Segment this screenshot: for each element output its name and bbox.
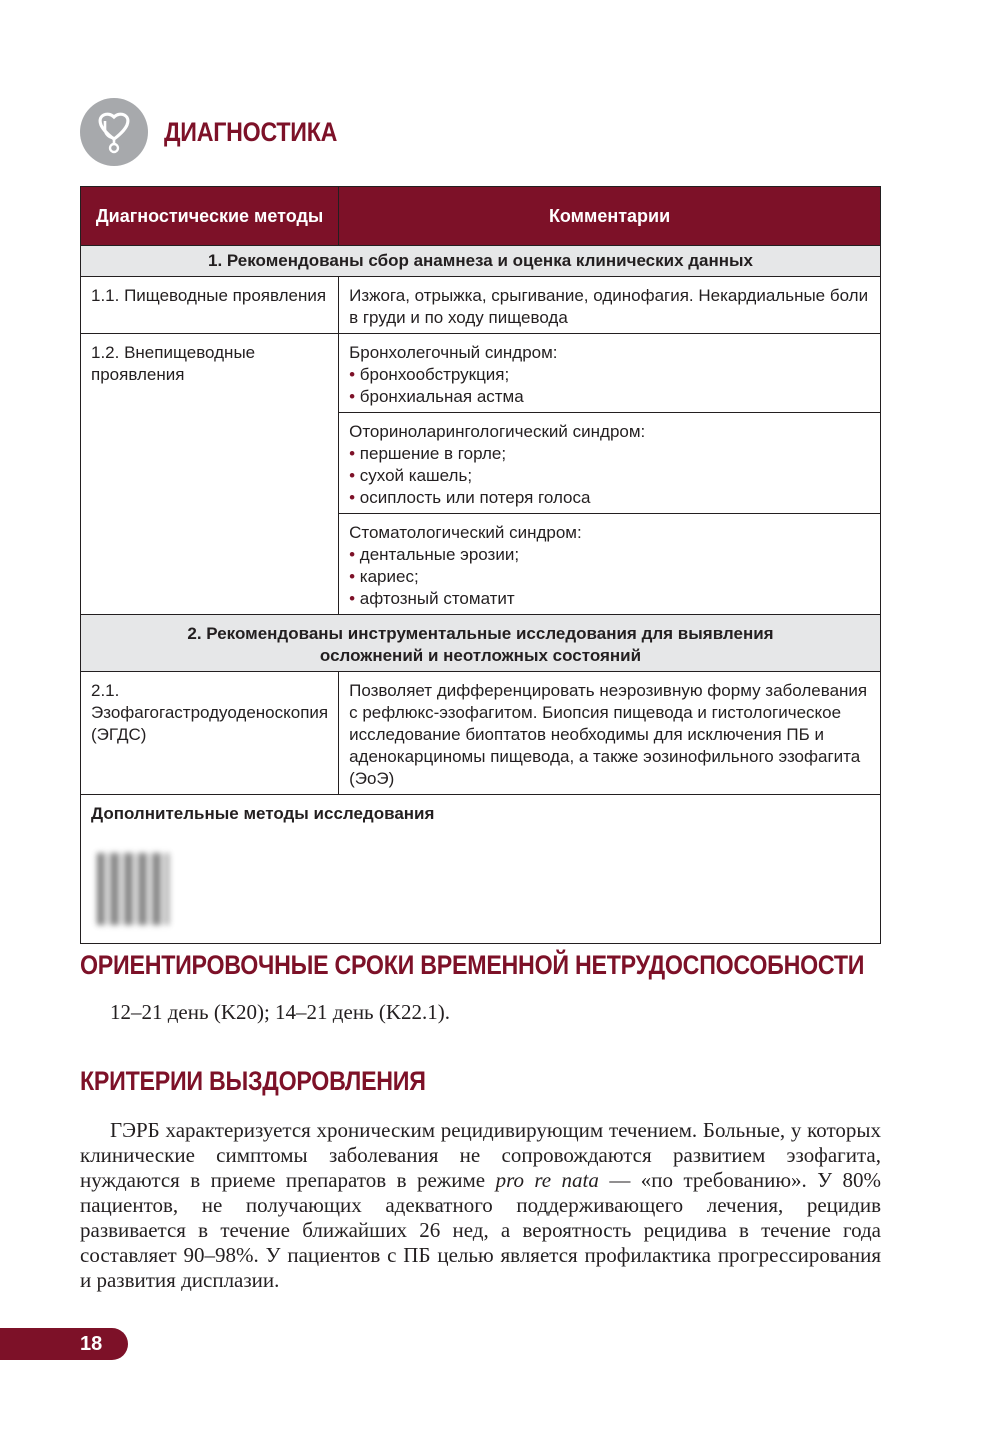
list-item: • бронхиальная астма <box>349 387 524 406</box>
recovery-heading: КРИТЕРИИ ВЫЗДОРОВЛЕНИЯ <box>80 1066 426 1096</box>
disability-text: 12–21 день (K20); 14–21 день (K22.1). <box>110 1000 451 1024</box>
diagnostics-heading <box>80 98 365 166</box>
page-number: 18 <box>0 1328 128 1360</box>
disability-text-block <box>80 1000 881 1025</box>
disability-heading: ОРИЕНТИРОВОЧНЫЕ СРОКИ ВРЕМЕННОЙ НЕТРУДОСПОСОБНОСТИ <box>80 950 865 980</box>
table-row <box>81 277 881 334</box>
group-row <box>81 246 881 277</box>
list-item: • осиплость или потеря голоса <box>349 488 591 507</box>
group-1-title: 1. Рекомендованы сбор анамнеза и оценка клинических данных <box>81 246 881 277</box>
comment-cell <box>339 413 881 514</box>
list-item: • сухой кашель; <box>349 466 473 485</box>
table-row <box>81 334 881 413</box>
additional-methods-cell <box>81 795 881 944</box>
recovery-paragraph: ГЭРБ характеризуется хроническим рецидивирующим течением. Больные, у которых клинические симптомы заболевания не сопровождаются развитием эзофагита, нуждаются в приеме препаратов в режиме pro re nata — «по требованию». У 80% пациентов, не получающих адекватного поддерживающего лечения, рецидив развивается в течение ближайших 26 нед, а вероятность рецидива в течение года составляет 90–98%. У пациентов с ПБ целью является профилактика прогрессирования и развития дисплазии. <box>80 1118 881 1292</box>
page-title: ДИАГНОСТИКА <box>164 116 338 147</box>
list-item: • афтозный стоматит <box>349 589 515 608</box>
method-cell: 1.1. Пищеводные проявления <box>81 277 339 334</box>
stethoscope-icon <box>80 98 148 166</box>
qr-code-icon[interactable] <box>97 853 169 925</box>
comment-cell: Изжога, отрыжка, срыгивание, одинофагия. Некардиальные боли в груди и по ходу пищевода <box>339 277 881 334</box>
list-item: • кариес; <box>349 567 419 586</box>
list-item: • бронхообструкция; <box>349 365 510 384</box>
syndrome-title: Стоматологический синдром: <box>349 523 582 542</box>
comment-cell <box>339 514 881 615</box>
header-comments: Комментарии <box>339 187 881 246</box>
italic-term: pro re nata <box>495 1168 599 1192</box>
recovery-text-block <box>80 1118 881 1293</box>
method-cell: 1.2. Внепищеводные проявления <box>81 334 339 615</box>
table-row <box>81 795 881 944</box>
header-methods: Диагностические методы <box>81 187 339 246</box>
syndrome-title: Бронхолегочный синдром: <box>349 343 558 362</box>
syndrome-title: Оториноларингологический синдром: <box>349 422 646 441</box>
method-cell: 2.1. Эзофагогастродуоденоскопия (ЭГДС) <box>81 672 339 795</box>
additional-methods-label: Дополнительные методы исследования <box>91 804 435 823</box>
table-header-row <box>81 187 881 246</box>
group-2-title: 2. Рекомендованы инструментальные исследования для выявления осложнений и неотложных состояний <box>81 615 881 672</box>
diagnostics-table <box>80 186 881 944</box>
list-item: • дентальные эрозии; <box>349 545 520 564</box>
table-row <box>81 672 881 795</box>
group-row <box>81 615 881 672</box>
comment-cell: Позволяет дифференцировать неэрозивную форму заболевания с рефлюкс-эзофагитом. Биопсия пищевода и гистологическое исследование биоптатов необходимы для исключения ПБ и аденокарциномы пищевода, а также эозинофильного эзофагита (ЭоЭ) <box>339 672 881 795</box>
list-item: • першение в горле; <box>349 444 507 463</box>
comment-cell <box>339 334 881 413</box>
